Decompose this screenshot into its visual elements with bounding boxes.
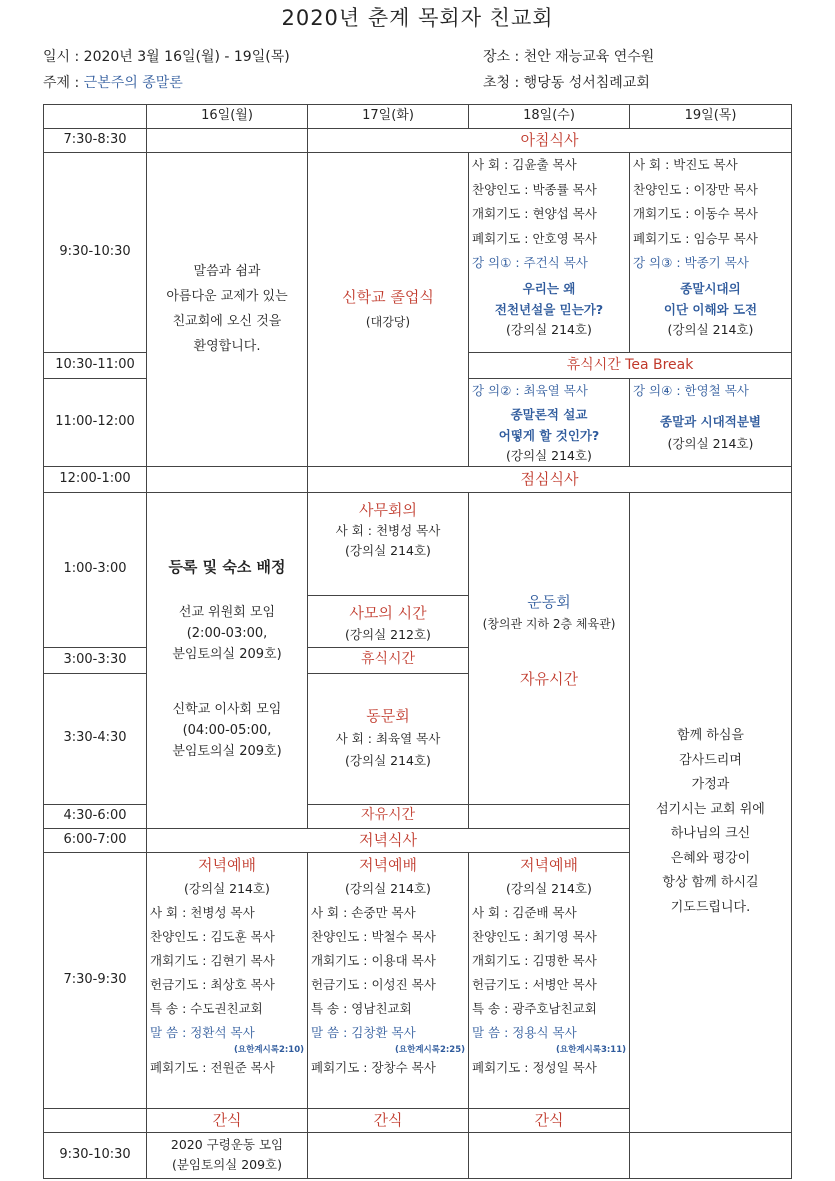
welcome-line: 아름다운 교제가 있는 xyxy=(166,289,288,305)
lecture-room: (강의실 214호) xyxy=(667,435,754,451)
empty-cell xyxy=(469,804,630,828)
welcome-cell xyxy=(147,153,308,467)
lecture-title: 우리는 왜 전천년설을 믿는가? xyxy=(494,280,604,317)
tue-afternoon-cell xyxy=(308,492,469,647)
alumni-title: 동문회 xyxy=(366,706,410,725)
lecture-row: 강 의① : 주건식 목사 xyxy=(472,255,588,270)
thu-morning-cell xyxy=(630,153,792,353)
late-meeting-title: 2020 구령운동 모임 xyxy=(170,1137,284,1152)
lecture-room: (강의실 214호) xyxy=(506,447,592,463)
schedule-table xyxy=(43,104,792,1179)
welcome-line: 환영합니다. xyxy=(193,339,261,355)
time-cell: 3:30-4:30 xyxy=(44,673,147,804)
blessing-line: 섬기시는 교회 위에 xyxy=(656,801,765,817)
alumni-room: (강의실 214호) xyxy=(345,752,431,768)
snack: 간식 xyxy=(147,1108,308,1132)
time-cell: 12:00-1:00 xyxy=(44,466,147,492)
role-row: 개회기도 : 김현기 목사 xyxy=(150,952,275,968)
empty-cell xyxy=(469,1132,630,1178)
empty-cell xyxy=(147,466,308,492)
role-row: 개회기도 : 현양섭 목사 xyxy=(472,206,597,221)
business-title: 사무회의 xyxy=(359,500,417,519)
lecture-title: 종말론적 설교 어떻게 할 것인가? xyxy=(498,406,600,443)
time-cell: 7:30-8:30 xyxy=(44,129,147,153)
mon-evening-cell xyxy=(147,852,308,1108)
role-row: 개회기도 : 김명한 목사 xyxy=(472,952,597,968)
dinner: 저녁식사 xyxy=(147,828,630,852)
thu-lecture4-cell xyxy=(630,379,792,467)
theme-label: 주제 : xyxy=(43,75,80,91)
empty-cell xyxy=(630,1132,792,1178)
role-row: 폐회기도 : 정성일 목사 xyxy=(472,1059,597,1075)
role-row: 사 회 : 박진도 목사 xyxy=(633,157,738,172)
wed-free-time: 자유시간 xyxy=(520,670,578,689)
business-meeting xyxy=(308,493,468,596)
host-line xyxy=(483,72,650,92)
alumni-cell xyxy=(308,673,469,804)
sermon-row: 말 씀 : 정환석 목사 xyxy=(150,1024,255,1040)
alumni-chair: 사 회 : 최육열 목사 xyxy=(335,730,441,746)
place-label: 장소 : xyxy=(483,49,520,65)
business-chair: 사 회 : 천병성 목사 xyxy=(335,523,441,539)
tue-evening-cell xyxy=(308,852,469,1108)
scripture-ref: (요한계시록2:25) xyxy=(395,1044,465,1055)
role-row: 헌금기도 : 이성진 목사 xyxy=(311,976,436,992)
evening-room: (강의실 214호) xyxy=(345,880,431,896)
role-row: 사 회 : 김윤출 목사 xyxy=(472,157,577,172)
tue-rest-time: 휴식시간 xyxy=(308,647,469,673)
role-row: 찬양인도 : 박종률 목사 xyxy=(472,181,597,197)
wed-evening-cell xyxy=(469,852,630,1108)
blessing-line: 기도드립니다. xyxy=(670,899,751,915)
lecture-row: 강 의② : 최육열 목사 xyxy=(472,383,588,398)
evening-title: 저녁예배 xyxy=(520,855,578,874)
evening-title: 저녁예배 xyxy=(198,855,256,874)
registration: 등록 및 숙소 배정 xyxy=(168,557,286,576)
snack: 간식 xyxy=(469,1108,630,1132)
theme-line xyxy=(43,72,183,92)
role-row: 찬양인도 : 최기영 목사 xyxy=(472,928,597,944)
board-meeting: 신학교 이사회 모임 (04:00-05:00, 분임토의실 209호) xyxy=(172,702,282,760)
welcome-line: 말씀과 쉼과 xyxy=(193,264,261,280)
lunch: 점심식사 xyxy=(308,466,792,492)
blessing-line: 감사드리며 xyxy=(679,752,742,768)
theme-value: 근본주의 종말론 xyxy=(83,75,183,91)
late-meeting-room: (분임토의실 209호) xyxy=(171,1157,283,1172)
role-row: 사 회 : 손중만 목사 xyxy=(311,904,416,920)
sermon-row: 말 씀 : 정용식 목사 xyxy=(472,1024,577,1040)
blessing-line: 은혜와 평강이 xyxy=(670,850,751,866)
place-value: 천안 재능교육 연수원 xyxy=(523,49,655,65)
role-row: 특 송 : 영남친교회 xyxy=(311,1000,412,1016)
breakfast: 아침식사 xyxy=(308,129,792,153)
role-row: 찬양인도 : 이장만 목사 xyxy=(633,181,758,197)
snack: 간식 xyxy=(308,1108,469,1132)
late-meeting-cell xyxy=(147,1132,308,1178)
blessing-line: 하나님의 크신 xyxy=(670,826,751,841)
time-cell: 11:00-12:00 xyxy=(44,379,147,467)
graduation-cell xyxy=(308,153,469,467)
graduation-place: (대강당) xyxy=(365,315,411,330)
page-title: 2020년 춘계 목회자 친교회 xyxy=(281,6,554,30)
wives-title: 사모의 시간 xyxy=(349,603,427,622)
blessing-line: 가정과 xyxy=(691,777,730,792)
empty-cell xyxy=(308,1132,469,1178)
time-cell: 10:30-11:00 xyxy=(44,353,147,379)
empty-cell xyxy=(147,129,308,153)
day-header: 18일(수) xyxy=(469,105,630,129)
lecture-room: (강의실 214호) xyxy=(506,321,592,337)
wed-afternoon-cell xyxy=(469,492,630,804)
date-label: 일시 : xyxy=(43,49,80,65)
lecture-title: 종말시대의 이단 이해와 도전 xyxy=(663,280,758,317)
empty-cell xyxy=(44,1108,147,1132)
evening-room: (강의실 214호) xyxy=(184,880,270,896)
host-value: 행당동 성서침례교회 xyxy=(523,75,650,91)
business-room: (강의실 214호) xyxy=(345,543,431,559)
sermon-row: 말 씀 : 김창환 목사 xyxy=(311,1024,416,1040)
role-row: 개회기도 : 이용대 목사 xyxy=(311,952,436,968)
lecture-row: 강 의④ : 한영철 목사 xyxy=(633,383,749,398)
time-cell: 9:30-10:30 xyxy=(44,153,147,353)
lecture-row: 강 의③ : 박종기 목사 xyxy=(633,255,749,270)
role-row: 사 회 : 천병성 목사 xyxy=(150,904,255,920)
tea-break: 휴식시간 Tea Break xyxy=(469,353,792,379)
role-row: 폐회기도 : 안호영 목사 xyxy=(472,230,597,246)
time-cell: 6:00-7:00 xyxy=(44,828,147,852)
role-row: 헌금기도 : 최상호 목사 xyxy=(150,976,275,992)
time-cell: 3:00-3:30 xyxy=(44,647,147,673)
wed-lecture2-cell xyxy=(469,379,630,467)
role-row: 특 송 : 수도권친교회 xyxy=(150,1000,263,1016)
evening-room: (강의실 214호) xyxy=(506,880,592,896)
time-cell: 1:00-3:00 xyxy=(44,492,147,647)
date-line xyxy=(43,46,290,66)
time-cell: 9:30-10:30 xyxy=(44,1132,147,1178)
welcome-line: 친교회에 오신 것을 xyxy=(172,314,282,330)
role-row: 개회기도 : 이동수 목사 xyxy=(633,206,758,221)
evening-title: 저녁예배 xyxy=(359,855,417,874)
date-value: 2020년 3월 16일(월) - 19일(목) xyxy=(83,49,290,65)
role-row: 사 회 : 김준배 목사 xyxy=(472,904,577,920)
sports-title: 운동회 xyxy=(527,592,571,611)
lecture-room: (강의실 214호) xyxy=(667,321,754,337)
lecture-title: 종말과 시대적분별 xyxy=(660,413,761,429)
time-cell: 7:30-9:30 xyxy=(44,852,147,1108)
wives-room: (강의실 212호) xyxy=(345,626,431,642)
place-line xyxy=(483,46,654,66)
blessing-line: 함께 하심을 xyxy=(677,728,744,743)
day-header: 16일(월) xyxy=(147,105,308,129)
role-row: 찬양인도 : 김도훈 목사 xyxy=(150,928,275,944)
host-label: 초청 : xyxy=(483,75,520,91)
wives-time xyxy=(308,596,468,646)
mon-afternoon-cell xyxy=(147,492,308,828)
wed-morning-cell xyxy=(469,153,630,353)
sports-place: (창의관 지하 2층 체육관) xyxy=(482,617,616,632)
header-blank xyxy=(44,105,147,129)
day-header: 19일(목) xyxy=(630,105,792,129)
role-row: 폐회기도 : 임승무 목사 xyxy=(633,230,758,246)
mission-meeting: 선교 위원회 모임 (2:00-03:00, 분임토의실 209호) xyxy=(172,605,282,663)
thu-afternoon-cell xyxy=(630,492,792,1132)
role-row: 헌금기도 : 서병안 목사 xyxy=(472,976,597,992)
scripture-ref: (요한계시록2:10) xyxy=(234,1044,304,1055)
scripture-ref: (요한계시록3:11) xyxy=(556,1044,626,1055)
tue-free-time: 자유시간 xyxy=(308,804,469,828)
graduation-title: 신학교 졸업식 xyxy=(342,288,434,307)
role-row: 폐회기도 : 전원준 목사 xyxy=(150,1059,275,1075)
time-cell: 4:30-6:00 xyxy=(44,804,147,828)
role-row: 특 송 : 광주호남친교회 xyxy=(472,1000,597,1016)
role-row: 폐회기도 : 장창수 목사 xyxy=(311,1059,436,1075)
day-header: 17일(화) xyxy=(308,105,469,129)
role-row: 찬양인도 : 박철수 목사 xyxy=(311,928,436,944)
blessing-line: 항상 함께 하시길 xyxy=(662,875,759,890)
